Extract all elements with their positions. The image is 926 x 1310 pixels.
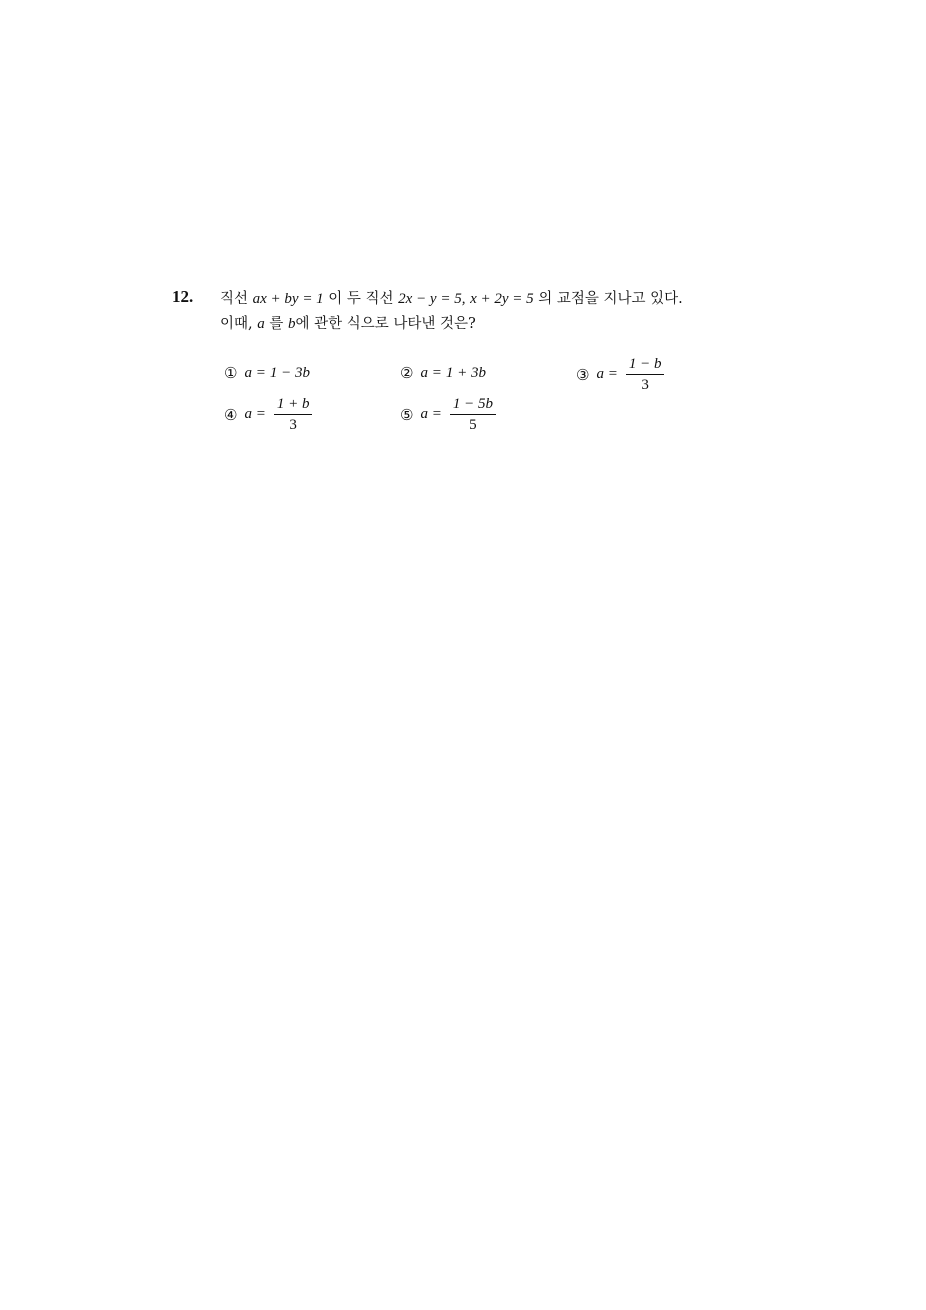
equation-line: x + 2y = 5 — [470, 291, 534, 307]
choice-lhs: a = — [420, 406, 442, 422]
choice-lhs: a = — [420, 364, 442, 381]
fraction-numerator: 1 − 5b — [450, 396, 496, 415]
question-stem — [220, 287, 683, 337]
choice-marker: ③ — [576, 365, 590, 384]
choice-marker: ⑤ — [400, 405, 414, 424]
fraction-denominator: 3 — [641, 377, 649, 393]
stem-text: 에 관한 식으로 나타낸 것은? — [295, 316, 476, 332]
choice-1[interactable] — [224, 364, 310, 382]
variable-a: a — [257, 316, 265, 332]
choice-4[interactable] — [224, 396, 312, 433]
choice-marker: ② — [400, 364, 414, 382]
equation-line: 2x − y = 5, — [398, 291, 466, 307]
stem-text: 이 두 직선 — [323, 291, 399, 307]
choice-rhs: 1 + 3b — [445, 364, 486, 381]
stem-text: 이때, — [220, 316, 258, 332]
stem-text: 의 교점을 지나고 있다. — [533, 291, 683, 307]
variable-b: b — [287, 316, 296, 332]
choice-5[interactable] — [400, 396, 496, 433]
choice-3[interactable] — [576, 356, 664, 393]
fraction — [450, 396, 496, 433]
choice-lhs: a = — [244, 406, 266, 422]
question-number: 12. — [172, 287, 194, 306]
choice-lhs: a = — [596, 366, 618, 382]
stem-line-1 — [220, 287, 683, 312]
choice-lhs: a = — [244, 364, 266, 381]
choice-marker: ④ — [224, 405, 238, 424]
fraction-numerator: 1 − b — [626, 356, 665, 375]
equation-line: ax + by = 1 — [252, 291, 324, 307]
fraction — [274, 396, 313, 433]
stem-text: 를 — [264, 316, 288, 332]
choice-2[interactable] — [400, 364, 486, 382]
fraction-numerator: 1 + b — [274, 396, 313, 415]
fraction-denominator: 3 — [289, 417, 297, 433]
fraction — [626, 356, 665, 393]
choice-marker: ① — [224, 364, 238, 382]
stem-line-2 — [220, 312, 683, 337]
stem-text: 직선 — [220, 291, 253, 307]
fraction-denominator: 5 — [469, 417, 477, 433]
choice-rhs: 1 − 3b — [269, 364, 310, 381]
